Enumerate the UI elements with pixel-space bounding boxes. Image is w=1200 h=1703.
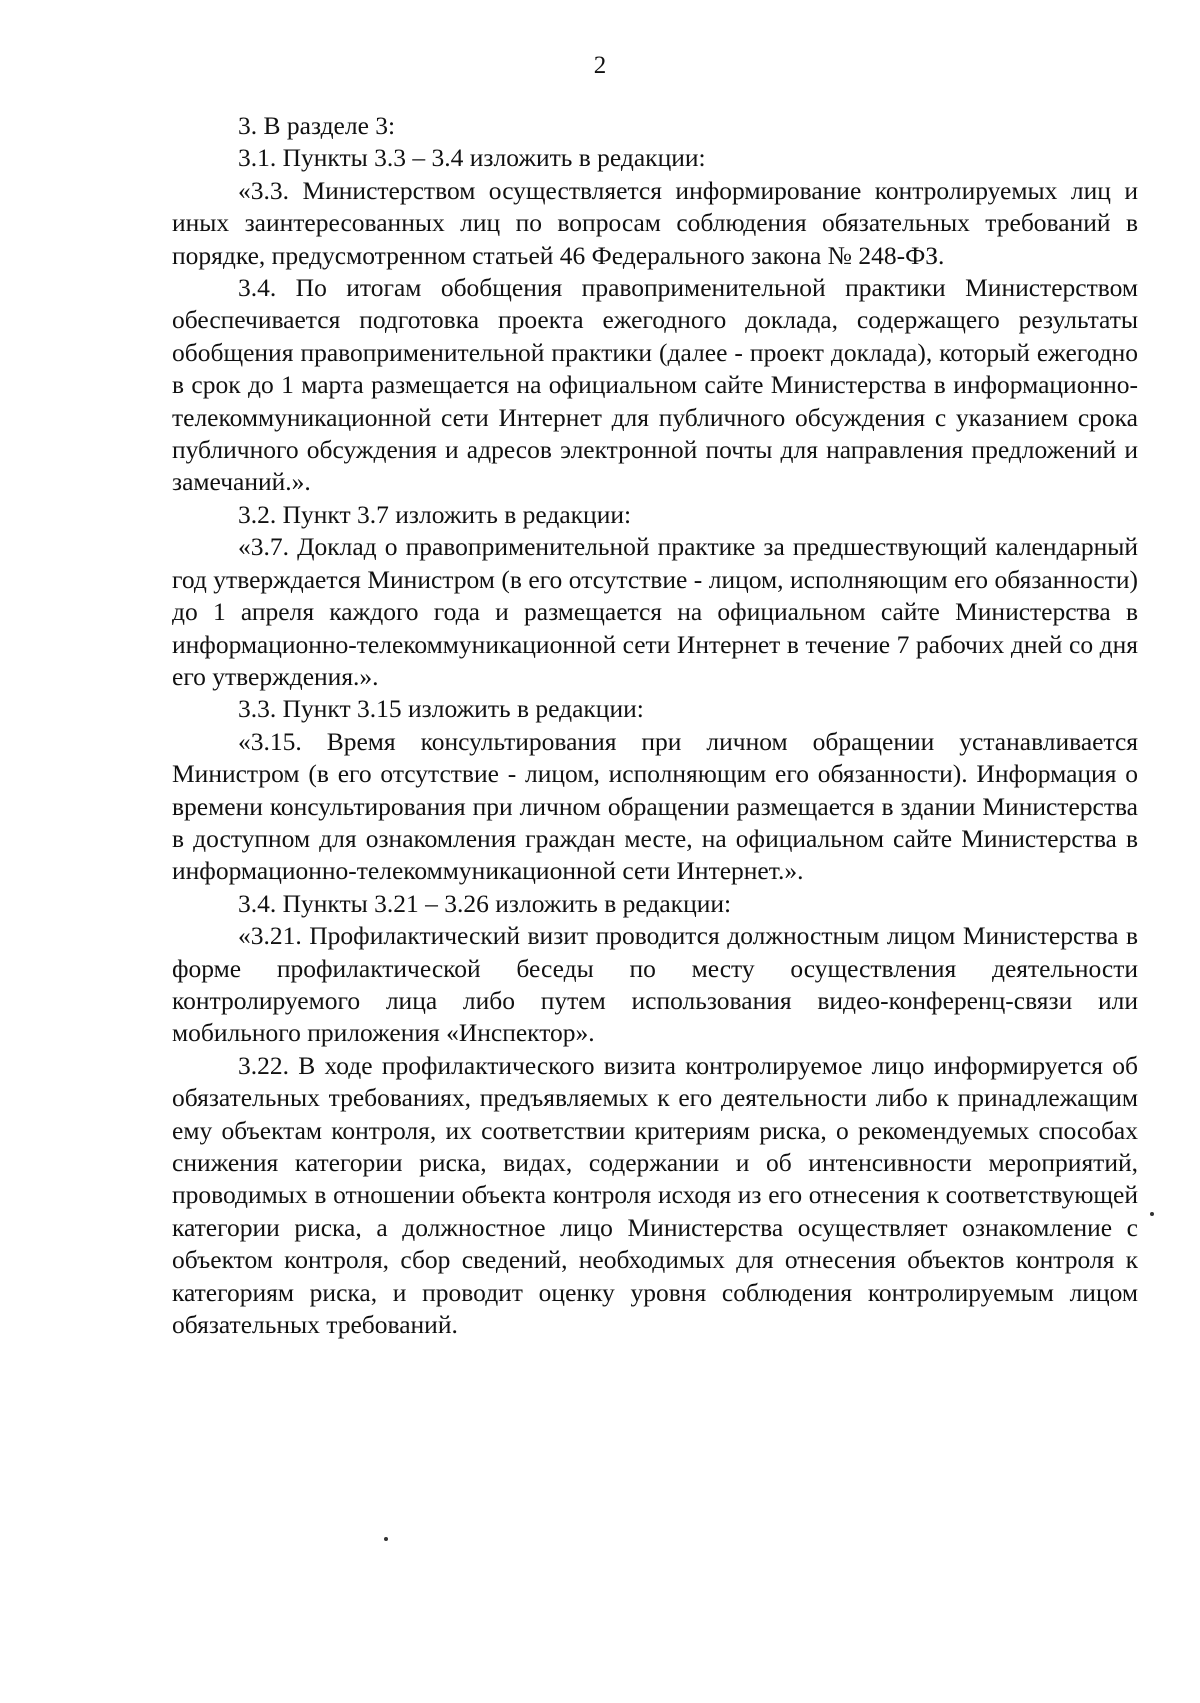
paragraph-3-7: «3.7. Доклад о правоприменительной практике за предшествующий календарный год утверждается Министром (в его отсутствие - лицом, исполняющим его обязанности) до 1 апреля каждого года и размещается на официальном сайте Министерства в информационно-телекоммуникационной сети Интернет в течение 7 рабочих дней со дня его утверждения.». xyxy=(172,532,1138,691)
paragraph-3-4-amend: 3.4. Пункты 3.21 – 3.26 изложить в редакции: xyxy=(238,888,732,918)
paragraph-3-2: 3.2. Пункт 3.7 изложить в редакции: xyxy=(238,499,632,529)
paragraph-3-3: «3.3. Министерством осуществляется информирование контролируемых лиц и иных заинтересованных лиц по вопросам соблюдения обязательных требований в порядке, предусмотренном статьей 46 Федерального закона № 248-ФЗ. xyxy=(172,175,1138,270)
scan-speck xyxy=(384,1537,388,1541)
scan-speck xyxy=(1150,1212,1154,1216)
paragraph-3-1: 3.1. Пункты 3.3 – 3.4 изложить в редакции: xyxy=(238,143,706,173)
page-number: 2 xyxy=(593,52,607,79)
section-heading: 3. В разделе 3: xyxy=(238,111,396,140)
paragraph-3-3-amend: 3.3. Пункт 3.15 изложить в редакции: xyxy=(238,694,644,724)
document-body xyxy=(172,110,1138,1341)
paragraph-3-22: 3.22. В ходе профилактического визита контролируемое лицо информируется об обязательных требованиях, предъявляемых к его деятельности либо к принадлежащим ему объектам контроля, их соответствии критериям риска, о рекомендуемых способах снижения категории риска, видах, содержании и об интенсивности мероприятий, проводимых в отношении объекта контроля исходя из его отнесения к соответствующей категории риска, а должностное лицо Министерства осуществляет ознакомление с объектом контроля, сбор сведений, необходимых для отнесения объектов контроля к категориям риска, и проводит оценку уровня соблюдения контролируемым лицом обязательных требований. xyxy=(172,1050,1138,1340)
paragraph-3-21: «3.21. Профилактический визит проводится должностным лицом Министерства в форме профилактической беседы по месту осуществления деятельности контролируемого лица либо путем использования видео-конференц-связи или мобильного приложения «Инспектор». xyxy=(172,921,1138,1048)
paragraph-3-4: 3.4. По итогам обобщения правоприменительной практики Министерством обеспечивается подготовка проекта ежегодного доклада, содержащего результаты обобщения правоприменительной практики (далее - проект доклада), который ежегодно в срок до 1 марта размещается на официальном сайте Министерства в информационно-телекоммуникационной сети Интернет для публичного обсуждения с указанием срока публичного обсуждения и адресов электронной почты для направления предложений и замечаний.». xyxy=(172,273,1138,497)
paragraph-3-15: «3.15. Время консультирования при личном обращении устанавливается Министром (в его отсутствие - лицом, исполняющим его обязанности). Информация о времени консультирования при личном обращении размещается в здании Министерства в доступном для ознакомления граждан месте, на официальном сайте Министерства в информационно-телекоммуникационной сети Интернет.». xyxy=(172,726,1138,886)
